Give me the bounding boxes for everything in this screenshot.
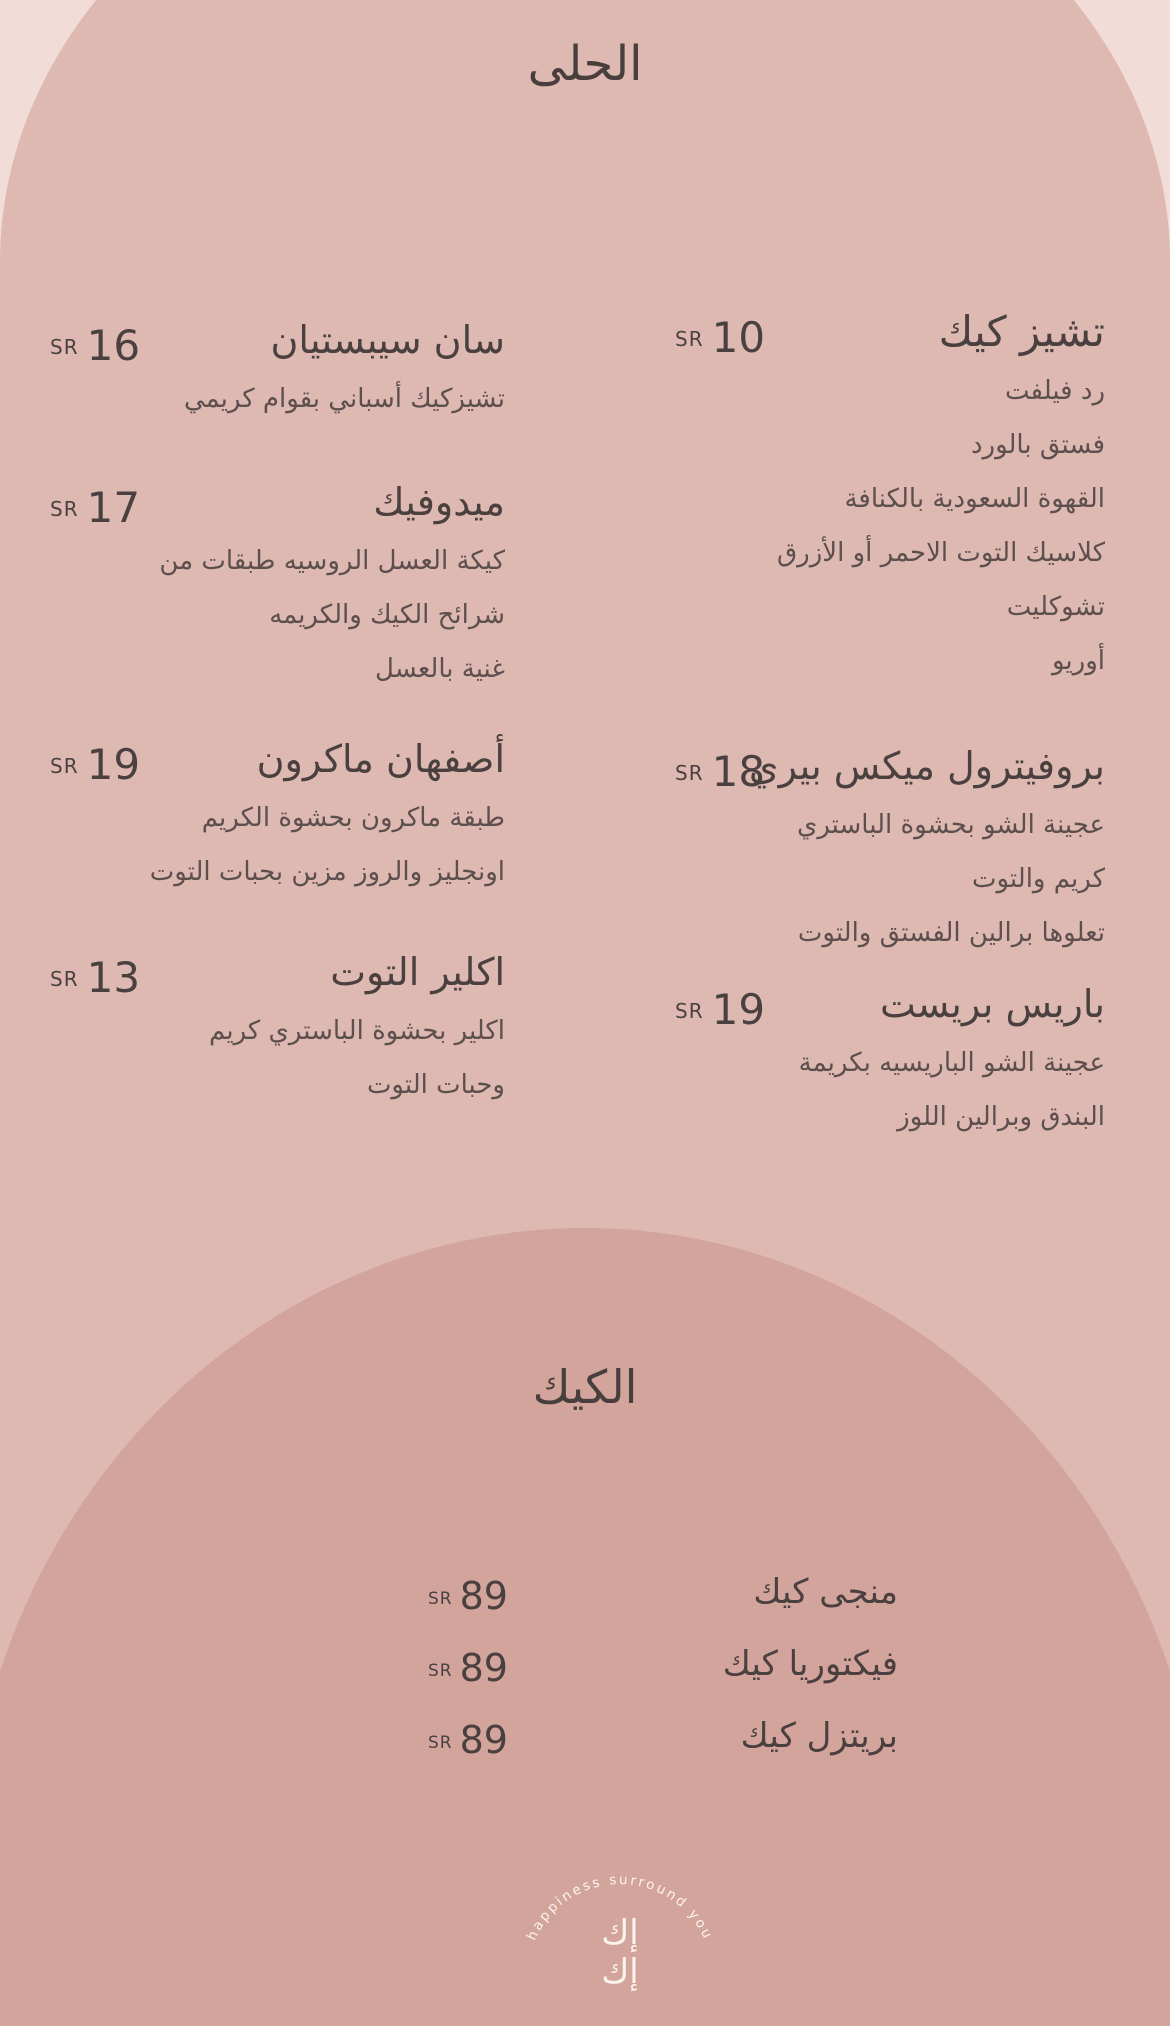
- price-value: 16: [86, 321, 141, 370]
- logo-mark: [570, 1914, 670, 1992]
- item-description-line: عجينة الشو بحشوة الباستري: [796, 810, 1105, 840]
- price-value: 89: [459, 1718, 508, 1762]
- menu-item-profiterole: [620, 740, 1105, 960]
- item-price: [675, 746, 765, 807]
- item-description-line: البندق وبرالين اللوز: [897, 1102, 1105, 1132]
- item-description-line: كريم والتوت: [972, 864, 1105, 894]
- price-value: 89: [459, 1646, 508, 1690]
- logo-mark-line: إك: [601, 1913, 639, 1953]
- price-value: 19: [86, 740, 141, 789]
- item-price: [50, 952, 140, 1013]
- currency-label: SR: [50, 967, 79, 991]
- item-price: [675, 984, 765, 1045]
- item-price: [50, 739, 140, 800]
- item-price: [50, 482, 140, 543]
- item-header: [620, 306, 1105, 362]
- item-name: ميدوفيك: [373, 480, 505, 524]
- item-description: [620, 364, 1105, 688]
- item-description-line: رد فيلفت: [1005, 376, 1105, 406]
- section-title-cakes: الكيك: [532, 1360, 638, 1414]
- currency-label: SR: [428, 1661, 453, 1681]
- item-header: [40, 946, 505, 1002]
- item-description: [40, 791, 505, 899]
- price-value: 18: [711, 747, 766, 796]
- cake-row-victoria: [420, 1639, 898, 1689]
- menu-item-paris-brest: [620, 978, 1105, 1144]
- menu-item-berry-eclair: [40, 946, 505, 1112]
- item-header: [420, 1639, 898, 1689]
- price-value: 10: [711, 313, 766, 362]
- logo-mark-line: إك: [601, 1952, 639, 1992]
- item-description-line: فستق بالورد: [970, 430, 1105, 460]
- item-description: [620, 1036, 1105, 1144]
- section-title-desserts: الحلى: [527, 36, 643, 92]
- item-price: [50, 320, 140, 381]
- menu-item-san-sebastian: [40, 314, 505, 426]
- item-description-line: تشوكليت: [1006, 592, 1105, 622]
- currency-label: SR: [675, 327, 704, 351]
- item-name: بريتزل كيك: [740, 1716, 898, 1756]
- item-description-line: اكلير بحشوة الباستري كريم: [209, 1016, 505, 1046]
- brand-logo: [500, 1848, 740, 2026]
- price-value: 13: [86, 953, 141, 1002]
- menu-item-cheesecake: [620, 306, 1105, 688]
- item-description-line: كلاسيك التوت الاحمر أو الأزرق: [776, 538, 1105, 568]
- item-description-line: تشيزكيك أسباني بقوام كريمي: [183, 384, 505, 414]
- item-description: [40, 1004, 505, 1112]
- item-name: تشيز كيك: [938, 307, 1105, 356]
- item-name: سان سيبستيان: [270, 318, 505, 362]
- item-header: [40, 476, 505, 532]
- item-name: اكلير التوت: [330, 950, 505, 994]
- item-header: [620, 978, 1105, 1034]
- logo-arc-text: happiness surround you: [523, 1871, 717, 1943]
- item-description-line: غنية بالعسل: [375, 654, 505, 684]
- menu-item-isfahan-macaron: [40, 733, 505, 899]
- item-price: [428, 1643, 508, 1701]
- currency-label: SR: [50, 754, 79, 778]
- item-description-line: وحبات التوت: [366, 1070, 505, 1100]
- item-header: [420, 1567, 898, 1617]
- item-description-line: كيكة العسل الروسيه طبقات من: [159, 546, 505, 576]
- item-description: [40, 534, 505, 696]
- currency-label: SR: [428, 1589, 453, 1609]
- currency-label: SR: [428, 1733, 453, 1753]
- price-value: 89: [459, 1574, 508, 1618]
- cake-row-pretzel: [420, 1711, 898, 1761]
- item-name: بروفيترول ميكس بيري: [748, 744, 1105, 788]
- item-description-line: عجينة الشو الباريسيه بكريمة: [798, 1048, 1105, 1078]
- item-name: منجى كيك: [753, 1572, 898, 1612]
- item-name: فيكتوريا كيك: [722, 1644, 898, 1684]
- item-description-line: طبقة ماكرون بحشوة الكريم: [201, 803, 505, 833]
- item-description-line: أوريو: [1051, 646, 1105, 676]
- cake-row-mango: [420, 1567, 898, 1617]
- item-header: [40, 733, 505, 789]
- currency-label: SR: [675, 761, 704, 785]
- item-description-line: القهوة السعودية بالكنافة: [844, 484, 1105, 514]
- price-value: 17: [86, 483, 141, 532]
- item-price: [428, 1571, 508, 1629]
- item-description-line: اونجليز والروز مزين بحبات التوت: [149, 857, 505, 887]
- item-header: [620, 740, 1105, 796]
- currency-label: SR: [50, 335, 79, 359]
- currency-label: SR: [675, 999, 704, 1023]
- item-description-line: شرائح الكيك والكريمه: [269, 600, 505, 630]
- item-description: [620, 798, 1105, 960]
- item-header: [420, 1711, 898, 1761]
- price-value: 19: [711, 985, 766, 1034]
- item-description-line: تعلوها برالين الفستق والتوت: [797, 918, 1105, 948]
- item-name: باريس بريست: [880, 982, 1105, 1026]
- menu-item-medovik: [40, 476, 505, 696]
- item-price: [675, 312, 765, 373]
- item-header: [40, 314, 505, 370]
- item-name: أصفهان ماكرون: [256, 737, 505, 781]
- currency-label: SR: [50, 497, 79, 521]
- item-price: [428, 1715, 508, 1773]
